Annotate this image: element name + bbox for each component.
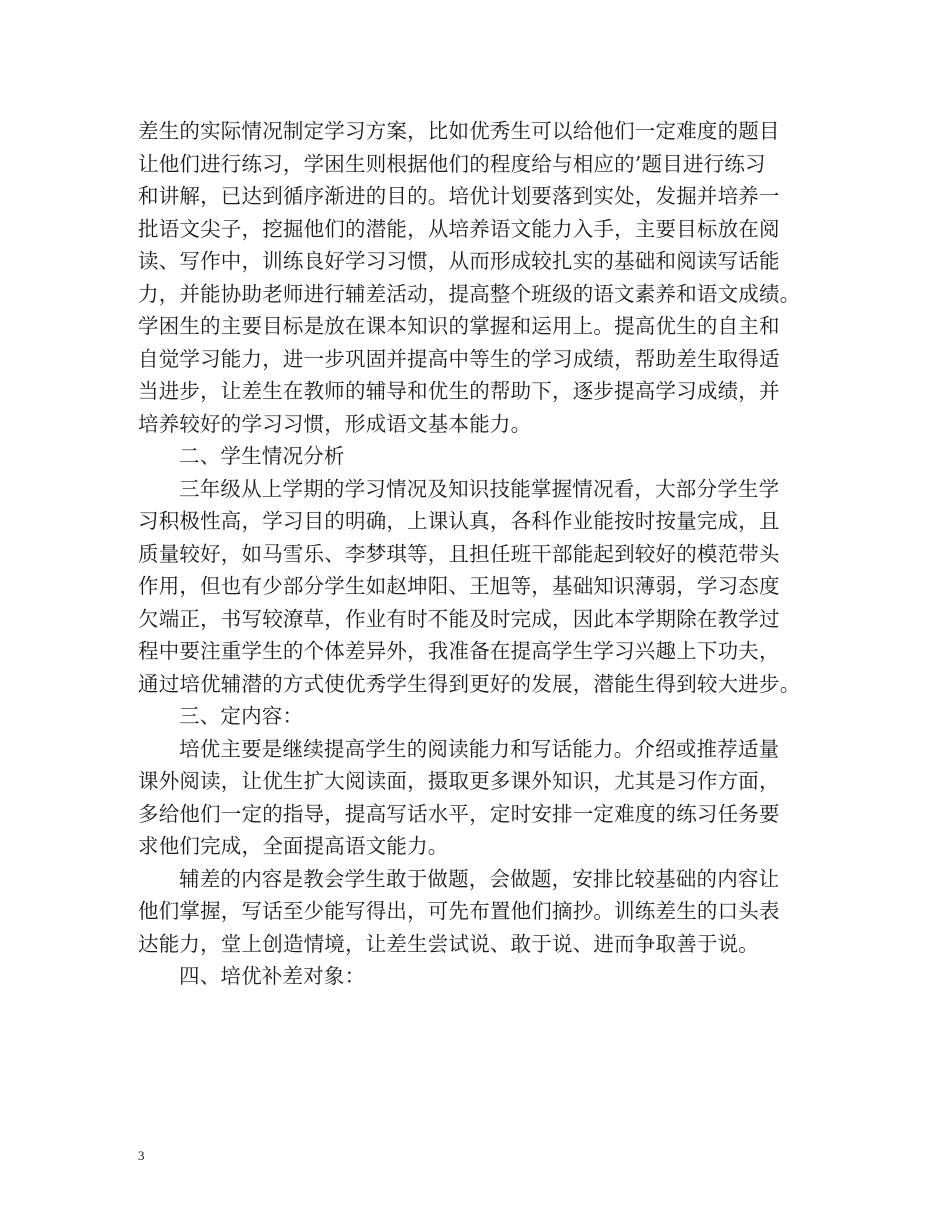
text-line: 辅差的内容是教会学生敢于做题，会做题，安排比较基础的内容让 bbox=[179, 866, 780, 891]
document-body bbox=[138, 115, 828, 993]
text-line: 质量较好，如马雪乐、李梦琪等，且担任班干部能起到较好的模范带头 bbox=[138, 541, 780, 566]
text-line: 培养较好的学习习惯，形成语文基本能力。 bbox=[138, 411, 532, 436]
text-line: 二、学生情况分析 bbox=[179, 444, 345, 468]
text-line: 欠端正，书写较潦草，作业有时不能及时完成，因此本学期除在教学过 bbox=[138, 606, 780, 631]
text-line: 求他们完成，全面提高语文能力。 bbox=[138, 834, 449, 858]
text-line: 三、定内容： bbox=[179, 704, 304, 728]
text-line: 三年级从上学期的学习情况及知识技能掌握情况看，大部分学生学 bbox=[179, 476, 780, 501]
text-line: 通过培优辅潜的方式使优秀学生得到更好的发展，潜能生得到较大进步。 bbox=[138, 671, 801, 696]
text-line: 让他们进行练习，学困生则根据他们的程度给与相应的’题目进行练习 bbox=[138, 151, 766, 176]
text-line: 习积极性高，学习目的明确，上课认真，各科作业能按时按量完成，且 bbox=[138, 509, 780, 533]
text-line: 达能力，堂上创造情境，让差生尝试说、敢于说、进而争取善于说。 bbox=[138, 931, 759, 956]
text-line: 课外阅读，让优生扩大阅读面，摄取更多课外知识，尤其是习作方面， bbox=[138, 769, 780, 793]
text-line: 培优主要是继续提高学生的阅读能力和写话能力。介绍或推荐适量 bbox=[179, 736, 780, 761]
text-line: 学困生的主要目标是放在课本知识的掌握和运用上。提高优生的自主和 bbox=[138, 314, 780, 338]
text-line: 多给他们一定的指导，提高写话水平，定时安排一定难度的练习任务要 bbox=[138, 801, 780, 826]
text-line: 四、培优补差对象： bbox=[179, 964, 366, 988]
page-number: 3 bbox=[138, 1148, 145, 1163]
text-line: 他们掌握，写话至少能写得出，可先布置他们摘抄。训练差生的口头表 bbox=[138, 899, 780, 923]
text-line: 读、写作中，训练良好学习习惯，从而形成较扎实的基础和阅读写话能 bbox=[138, 249, 780, 273]
text-line: 当进步，让差生在教师的辅导和优生的帮助下，逐步提高学习成绩，并 bbox=[138, 379, 780, 403]
text-line: 差生的实际情况制定学习方案，比如优秀生可以给他们一定难度的题目 bbox=[138, 119, 780, 143]
text-line: 程中要注重学生的个体差异外，我准备在提高学生学习兴趣上下功夫， bbox=[138, 639, 780, 663]
text-line: 作用，但也有少部分学生如赵坤阳、王旭等，基础知识薄弱，学习态度 bbox=[138, 574, 780, 598]
text-line: 力，并能协助老师进行辅差活动，提高整个班级的语文素养和语文成绩。 bbox=[138, 281, 801, 306]
text-line: 自觉学习能力，进一步巩固并提高中等生的学习成绩，帮助差生取得适 bbox=[138, 346, 780, 371]
text-line: 批语文尖子，挖掘他们的潜能，从培养语文能力入手，主要目标放在阅 bbox=[138, 216, 780, 241]
text-line: 和讲解，已达到循序渐进的目的。培优计划要落到实处，发掘并培养一 bbox=[138, 184, 780, 208]
